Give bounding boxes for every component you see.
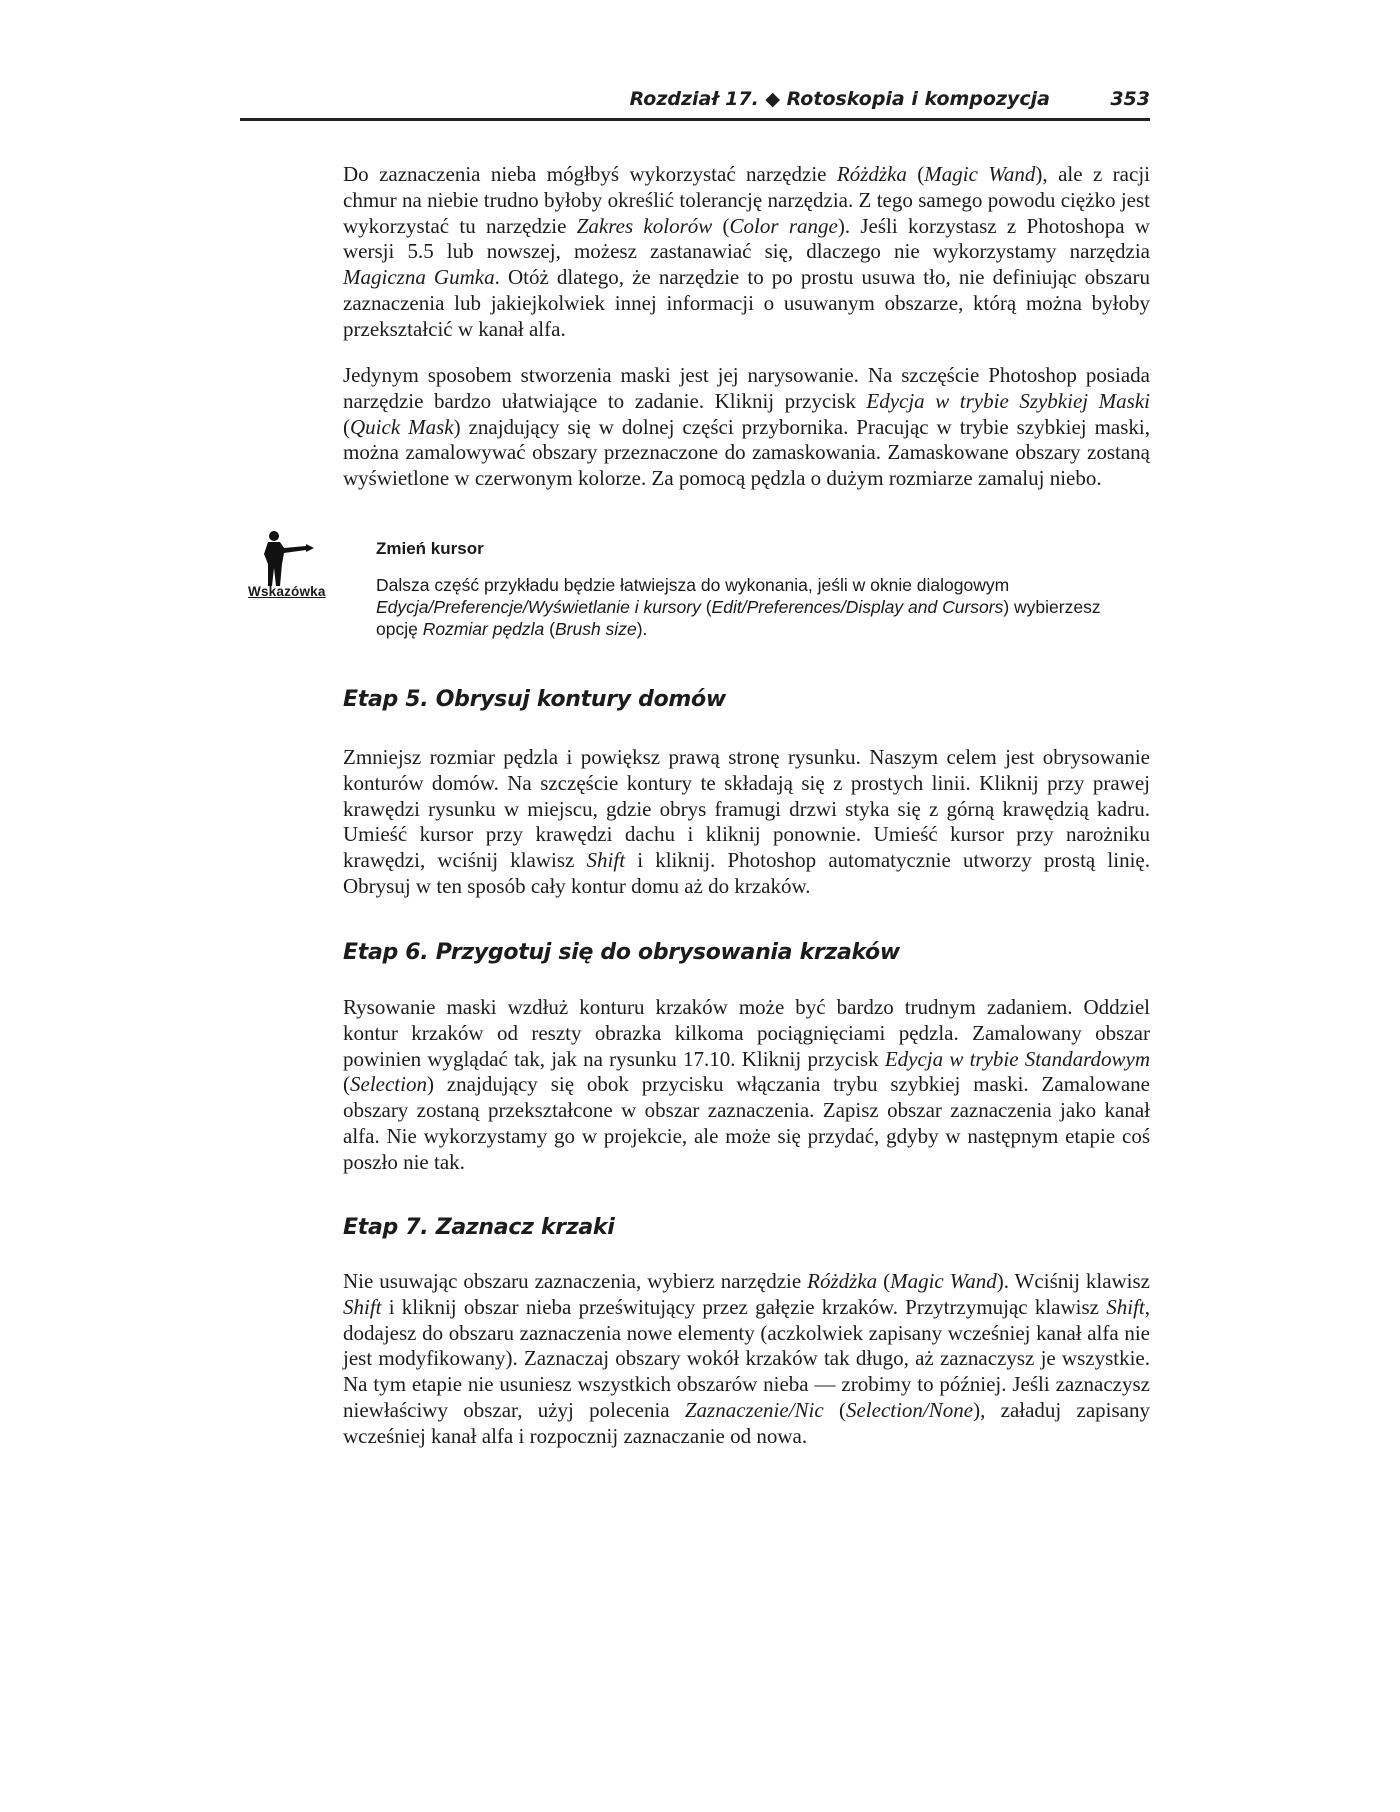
tip-label: Wskazówka bbox=[248, 584, 326, 599]
text-run-italic: Edycja w trybie Standardowym bbox=[884, 1046, 1151, 1071]
text-run: i kliknij obszar nieba prześwitujący przez gałęzie krzaków. Przytrzymując klawisz bbox=[381, 1294, 1107, 1319]
text-run: Rysowanie maski wzdłuż konturu krzaków może być bardzo trudnym zadaniem. Oddziel kontur krzaków od reszty obrazka kilkoma pociągnięciami pędzla. Zamalowany obszar powinien wyglądać tak, jak na rysunku 17.10. Kliknij przycisk bbox=[343, 995, 1150, 1071]
text-run-italic: Edit/Preferences/Display and Cursors bbox=[711, 597, 1004, 617]
text-run-italic: Quick Mask bbox=[350, 414, 454, 439]
section-heading-5: Etap 5. Obrysuj kontury domów bbox=[343, 687, 726, 712]
text-run: Nie usuwając obszaru zaznaczenia, wybierz narzędzie bbox=[343, 1269, 808, 1293]
text-run: ( bbox=[877, 1269, 891, 1293]
text-run-italic: Magic Wand bbox=[890, 1269, 997, 1293]
text-run-italic: Rozmiar pędzla bbox=[422, 619, 545, 639]
text-run: ) wybierzesz opcję bbox=[376, 597, 1101, 639]
text-run: ). Wciśnij klawisz bbox=[996, 1269, 1151, 1293]
text-run-italic: Edycja w trybie Szybkiej Maski bbox=[866, 388, 1150, 413]
text-run: ( bbox=[343, 1072, 350, 1097]
text-run: ( bbox=[823, 1397, 846, 1422]
paragraph-section-5 bbox=[343, 745, 1150, 900]
text-run-italic: Shift bbox=[1106, 1294, 1145, 1319]
text-run-italic: Brush size bbox=[554, 619, 637, 639]
text-run-italic: Selection bbox=[350, 1072, 427, 1097]
text-run-italic: Zaznaczenie/Nic bbox=[684, 1397, 824, 1422]
text-run: Do zaznaczenia nieba mógłbyś wykorzystać narzędzie bbox=[343, 162, 837, 186]
text-run: i kliknij. Photoshop automatycznie utworzy prostą linię. Obrysuj w ten sposób cały kontur domu aż do krzaków. bbox=[343, 848, 1150, 898]
text-run-italic: Shift bbox=[586, 848, 626, 873]
text-run: ), załaduj zapisany wcześniej kanał alfa i rozpocznij zaznaczanie od nowa. bbox=[343, 1397, 1150, 1448]
text-run-italic: Shift bbox=[343, 1294, 382, 1319]
text-run: ( bbox=[700, 597, 712, 617]
paragraph-1 bbox=[343, 162, 1150, 343]
section-heading-7: Etap 7. Zaznacz krzaki bbox=[343, 1215, 615, 1240]
text-run: ) znajdujący się w dolnej części przybornika. Pracując w trybie szybkiej maski, można zamalowywać obszary przeznaczone do zamaskowania. Zamaskowane obszary zostaną wyświetlone w czerwonym kolorze. Za pomocą pędzla o dużym rozmiarze zamaluj niebo. bbox=[343, 414, 1151, 491]
paragraph-section-7 bbox=[343, 1269, 1150, 1450]
text-run-italic: Różdżka bbox=[836, 162, 907, 186]
text-run-italic: Selection/None bbox=[845, 1397, 974, 1422]
section-heading-6: Etap 6. Przygotuj się do obrysowania krzaków bbox=[343, 940, 900, 965]
text-run-italic: Color range bbox=[729, 213, 838, 238]
paragraph-section-6 bbox=[343, 995, 1150, 1176]
text-run: , dodajesz do obszaru zaznaczenia nowe elementy (aczkolwiek zapisany wcześniej kanał alfa nie jest modyfikowany). Zaznaczaj obszary wokół krzaków tak długo, aż zaznaczysz je wszystkie. Na tym etapie nie usuniesz wszystkich obszarów nieba — zrobimy to później. Jeśli zaznaczysz niewłaściwy obszar, użyj polecenia bbox=[343, 1294, 1150, 1422]
text-run-italic: Magiczna Gumka bbox=[343, 265, 495, 290]
tip-text bbox=[376, 574, 1136, 640]
paragraph-2 bbox=[343, 363, 1150, 492]
text-run: ). Jeśli korzystasz z Photoshopa w wersji 5.5 lub nowszej, możesz zastanawiać się, dlaczego nie wykorzystamy narzędzia bbox=[343, 213, 1150, 264]
page-number: 353 bbox=[1110, 88, 1150, 110]
text-run: ), ale z racji chmur na niebie trudno byłoby określić tolerancję narzędzia. Z tego samego powodu ciężko jest wykorzystać tu narzędzie bbox=[343, 162, 1150, 238]
pointing-figure-icon bbox=[258, 530, 318, 586]
text-run-italic: Różdżka bbox=[807, 1269, 878, 1293]
text-run: ( bbox=[712, 213, 730, 238]
tip-icon bbox=[248, 530, 338, 610]
text-run: ( bbox=[544, 619, 555, 639]
text-run-italic: Edycja/Preferencje/Wyświetlanie i kursory bbox=[376, 597, 701, 617]
text-run: Jedynym sposobem stworzenia maski jest jej narysowanie. Na szczęście Photoshop posiada narzędzie bardzo ułatwiające to zadanie. Kliknij przycisk bbox=[343, 363, 1150, 413]
text-run: ( bbox=[343, 414, 350, 439]
text-run-italic: Magic Wand bbox=[924, 162, 1036, 186]
tip-title: Zmień kursor bbox=[376, 539, 484, 558]
text-run: ) znajdujący się obok przycisku włączania trybu szybkiej maski. Zamalowane obszary zostaną przekształcone w obszar zaznaczenia. Zapisz obszar zaznaczenia jako kanał alfa. Nie wykorzystamy go w projekcie, ale może się przydać, gdyby w następnym etapie coś poszło nie tak. bbox=[343, 1072, 1150, 1174]
text-run: ( bbox=[906, 162, 925, 186]
text-run: Zmniejsz rozmiar pędzla i powiększ prawą stronę rysunku. Naszym celem jest obrysowanie konturów domów. Na szczęście kontury te składają się z prostych linii. Kliknij przy prawej krawędzi rysunku w miejscu, gdzie obrys framugi drzwi styka się z górną krawędzią kadru. Umieść kursor przy krawędzi dachu i kliknij ponownie. Umieść kursor przy narożniku krawędzi, wciśnij klawisz bbox=[343, 745, 1150, 873]
text-run-italic: Zakres kolorów bbox=[576, 213, 713, 238]
text-run: ). bbox=[636, 619, 648, 639]
page-header bbox=[240, 86, 1150, 121]
text-run: Dalsza część przykładu będzie łatwiejsza do wykonania, jeśli w oknie dialogowym bbox=[376, 575, 1010, 595]
chapter-title: Rozdział 17. ◆ Rotoskopia i kompozycja bbox=[629, 88, 1050, 110]
text-run: . Otóż dlatego, że narzędzie to po prostu usuwa tło, nie definiując obszaru zaznaczenia lub jakiejkolwiek innej informacji o usuwanym obszarze, którą można byłoby przekształcić w kanał alfa. bbox=[343, 265, 1150, 341]
